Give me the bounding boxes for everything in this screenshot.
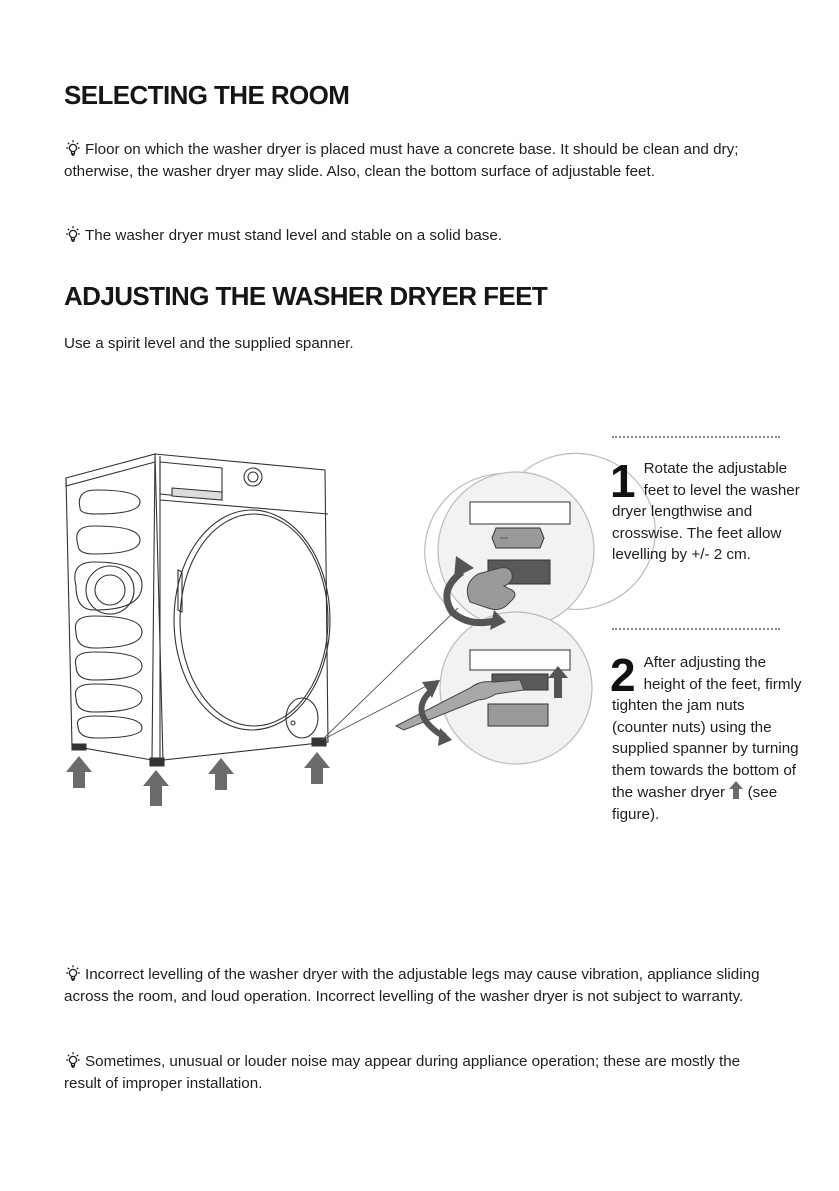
tip-floor-text: Floor on which the washer dryer is placed must have a concrete base. It should be clean and dry; otherwise, the washer dryer may slide. Also, clean the bottom surface of adjustable feet.	[64, 141, 739, 180]
up-arrow-icon	[66, 752, 330, 806]
tip-incorrect	[64, 964, 764, 1007]
step-number: 1	[610, 455, 636, 507]
step-1	[610, 455, 802, 566]
section-heading-selecting-room: SELECTING THE ROOM	[64, 80, 350, 110]
step-2	[610, 649, 802, 825]
tip-incorrect-text: Incorrect levelling of the washer dryer with the adjustable legs may cause vibration, appliance sliding across the room, and loud operation. Incorrect levelling of the washer dryer is not subject to warranty.	[64, 966, 760, 1005]
divider-dotted	[612, 628, 780, 630]
step-number: 2	[610, 649, 636, 701]
step-text: After adjusting the height of the feet, firmly tighten the jam nuts (counter nuts) using the supplied spanner by turning them towards the bottom of the washer dryer	[612, 654, 802, 801]
tip-level-text: The washer dryer must stand level and stable on a solid base.	[85, 227, 503, 244]
tip-noise	[64, 1051, 764, 1094]
step-suffix: (see figure).	[612, 784, 778, 823]
section-heading-adjusting-feet: ADJUSTING THE WASHER DRYER FEET	[64, 281, 548, 311]
tip-noise-text: Sometimes, unusual or louder noise may appear during appliance operation; these are mostly the result of improper installation.	[64, 1053, 741, 1092]
washer-dryer-illustration	[66, 454, 458, 766]
intro-text: Use a spirit level and the supplied spanner.	[64, 335, 354, 352]
lightbulb-icon	[64, 964, 82, 982]
divider-dotted	[612, 436, 780, 438]
up-arrow-icon	[729, 781, 743, 799]
step-text: Rotate the adjustable feet to level the washer dryer lengthwise and crosswise. The feet allow levelling by +/- 2 cm.	[612, 460, 800, 563]
lightbulb-icon	[64, 1051, 82, 1069]
